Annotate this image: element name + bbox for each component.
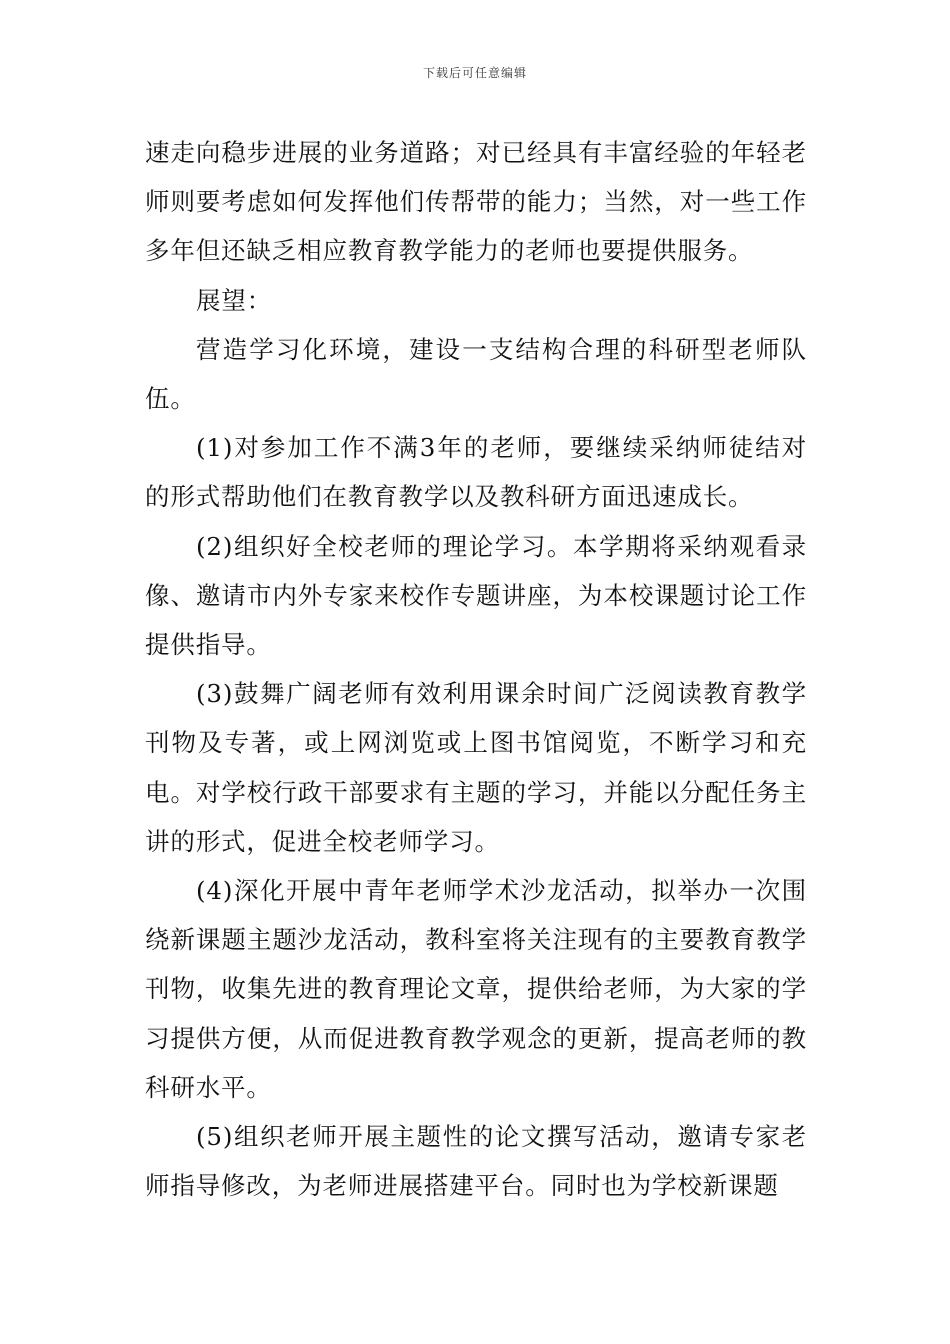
paragraph-outlook-heading: 展望：: [196, 285, 273, 315]
paragraph-item-3: (3)鼓舞广阔老师有效利用课余时间广泛阅读教育教学刊物及专著，或上网浏览或上图书馆阅览，不断学习和充电。对学校行政干部要求有主题的学习，并能以分配任务主讲的形式，促进全校老师学习。: [145, 679, 807, 856]
page-header: 下载后可任意编辑: [422, 66, 527, 80]
paragraph-item-1: (1)对参加工作不满3年的老师，要继续采纳师徒结对的形式帮助他们在教育教学以及教科研方面迅速成长。: [145, 433, 807, 512]
paragraph-continuation: 速走向稳步进展的业务道路；对已经具有丰富经验的年轻老师则要考虑如何发挥他们传帮带的能力；当然，对一些工作多年但还缺乏相应教育教学能力的老师也要提供服务。: [145, 138, 807, 266]
paragraph-item-5: (5)组织老师开展主题性的论文撰写活动，邀请专家老师指导修改，为老师进展搭建平台。同时也为学校新课题: [145, 1122, 807, 1201]
paragraph-item-2: (2)组织好全校老师的理论学习。本学期将采纳观看录像、邀请市内外专家来校作专题讲座，为本校课题讨论工作提供指导。: [145, 531, 807, 660]
paragraph-item-4: (4)深化开展中青年老师学术沙龙活动，拟举办一次围绕新课题主题沙龙活动，教科室将关注现有的主要教育教学刊物，收集先进的教育理论文章，提供给老师，为大家的学习提供方便，从而促进教育教学观念的更新，提高老师的教科研水平。: [145, 876, 807, 1102]
document-body: [145, 128, 807, 1210]
paragraph-outlook-goal: 营造学习化环境，建设一支结构合理的科研型老师队伍。: [145, 334, 807, 414]
